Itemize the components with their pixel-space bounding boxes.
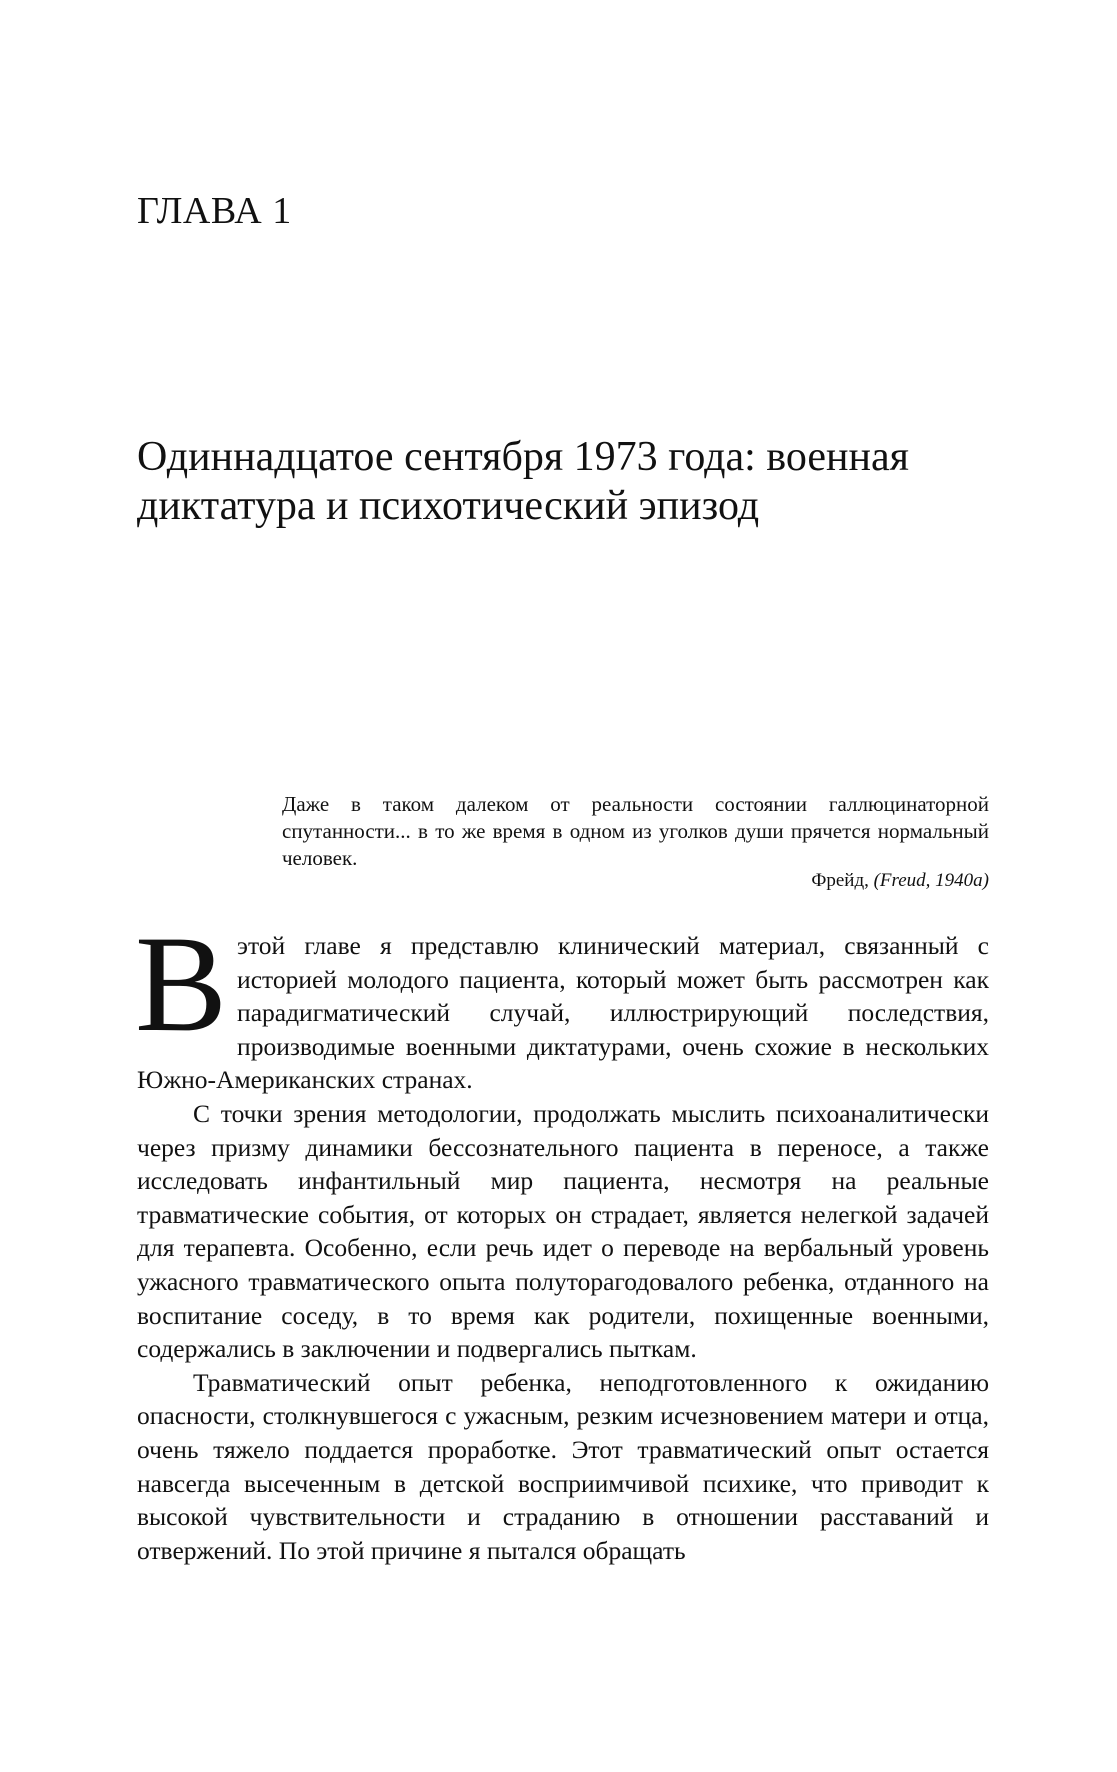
paragraph-1 [135, 907, 989, 1097]
paragraph-3: Травматический опыт ребенка, неподготовленного к ожиданию опасности, столкнувшегося с ужасным, резким исчезновением матери и отца, очень тяжело поддается проработке. Этот травматический опыт остается навсегда высеченным в детской восприимчивой психике, что приводит к высокой чувствительности и страданию в отношении расставаний и отвержений. По этой причине я пытался обращать [137, 1367, 989, 1565]
paragraph-2: С точки зрения методологии, продолжать мыслить психоаналитически через призму динамики бессознательного пациента в переносе, а также исследовать инфантильный мир пациента, несмотря на реальные травматические события, от которых он страдает, является нелегкой задачей для терапевта. Особенно, если речь идет о переводе на вербальный уровень ужасного травматического опыта полуторагодовалого ребенка, отданного на воспитание соседу, в то время как родители, похищенные военными, содержались в заключении и подвергались пыткам. [137, 1098, 989, 1364]
chapter-title: Одиннадцатое сентября 1973 года: военная диктатура и психотический эпизод [137, 434, 909, 529]
epigraph-quote: Даже в таком далеком от реальности состоянии галлюцинаторной спутанности... в то же время в одном из уголков души прячется нормальный человек. [282, 792, 989, 870]
drop-cap: В [135, 907, 228, 1060]
epigraph-author: Фрейд, [811, 870, 874, 891]
chapter-label: ГЛАВА 1 [137, 190, 292, 232]
epigraph-source [282, 869, 989, 893]
paragraph-1-text: этой главе я представлю клинический материал, связанный с историей молодого пациента, который может быть рассмотрен как парадигматический случай, иллюстрирующий последствия, производимые военными диктатурами, очень схожие в нескольких Южно-Американских странах. [137, 931, 989, 1095]
epigraph-citation: (Freud, 1940a) [873, 870, 989, 891]
body-text [135, 907, 989, 1567]
